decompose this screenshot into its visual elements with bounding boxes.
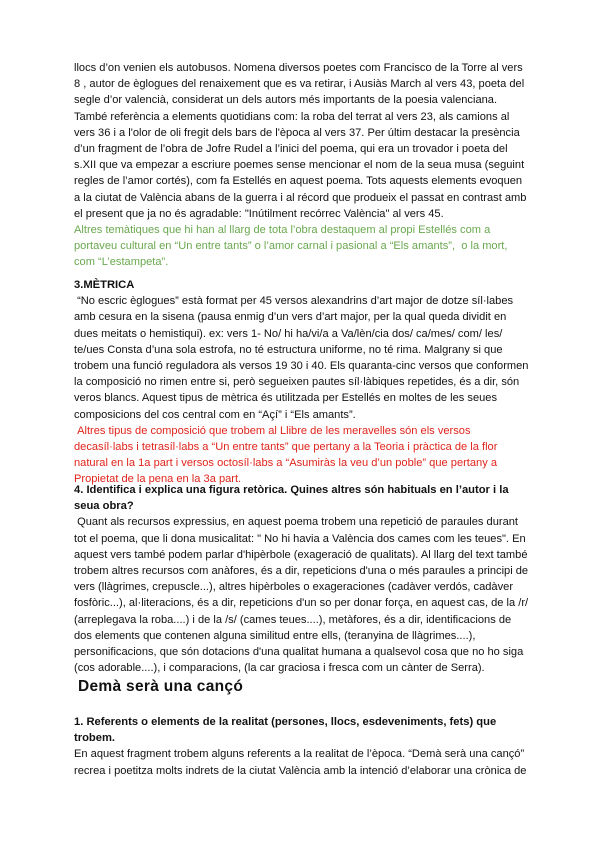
paragraph-figura: Quant als recursos expressius, en aquest poema trobem una repetició de paraules durant tot el poema, que li dona musicalitat: " No hi havia a València dos cames com les teues". En aquest vers també podem parlar d'hipèrbole (exageració de qualitats). Al llarg del text també trobem altres recursos com anàfores, és a dir, repeticions d'una o més paraules a principi de vers (llàgrimes, crepuscle...), altres hipèrboles o exageraciones (cadàver verdós, cadàver fosfòric...), al·literacions, és a dir, repeticions d'un so per donar força, en aquest cas, de la /r/ (arreplegava la roba....) i de la /s/ (cames teues....), metàfores, és a dir, identificacions de dos elements que contenen alguna similitud entre ells, (teranyina de llàgrimes....), personificacions, que són dotacions d'una qualitat humana a qualsevol cosa que no ho siga (cos adorable....), i comparacions, (la car graciosa i fresca com un cànter de Serra).: [74, 516, 532, 675]
section-metrica: [74, 277, 532, 488]
section-heading-referents: 1. Referents o elements de la realitat (persones, llocs, esdeveniments, fets) que trobem.: [74, 716, 497, 745]
paragraph-references: llocs d’on venien els autobusos. Nomena diversos poetes com Francisco de la Torre al vers 8 , autor de èglogues del renaixement que es va retirar, i Ausiàs March al vers 43, poeta del segle d’or valencià, considerat un dels autors més importants de la poesia valenciana. També referència a elements quotidians com: la roba del terrat al vers 23, als camions al vers 36 i a l'olor de oli fregit dels bars de l'època al vers 37. Per últim destacar la presència d’un fragment de l’obra de Jofre Rudel a l’inici del poema, qui era un trovador i poeta del s.XII que va empezar a escriure poemes sense mencionar el nom de la seua musa (seguint regles de l’amor cortés), com fa Estellés en aquest poema. Tots aquests elements evoquen a la ciutat de València abans de la guerra i al récord que produeix el passat en contrast amb el present que ja no és agradable: "Inútilment recórrec València" al vers 45.: [74, 62, 530, 220]
section-heading-metrica: 3.MÈTRICA: [74, 279, 135, 291]
section-heading-figura: 4. Identifica i explica una figura retòrica. Quines altres són habituals en l’autor i la seua obra?: [74, 484, 509, 513]
section-song: [74, 714, 529, 779]
paragraph-themes-note: Altres temàtiques que hi han al llarg de tota l’obra destaquem al propi Estellés com a portaveu cultural en “Un entre tants” o l’amor carnal i pasional a “Els amants”, o la mort, com “L’estampeta”.: [74, 224, 511, 269]
poem-title: Demà serà una cançó: [78, 678, 244, 695]
paragraph-metrica: “No escric èglogues” està format per 45 versos alexandrins d’art major de dotze síl·labes amb cesura en la sisena (pausa enmig d’un vers d’art major, per la qual queda dividit en dues meitats o hemistiqui). ex: vers 1- No/ hi ha/vi/a a Va/lèn/cia dos/ ca/mes/ com/ les/ te/ues Consta d’una sola estrofa, no té estructura uniforme, no té rima. Malgrany si que trobem una funció reguladora als versos 19 30 i 40. Els quaranta-cinc versos que conformen la composició no rimen entre si, però segueixen pautes síl·làbiques repetides, és a dir, són veros blancs. Aquest tipus de mètrica és utilitzada per Estellés en moltes de les seues composicions del cos central com en “Açí” i “Els amants”.: [74, 295, 532, 421]
paragraph-composition-note: Altres tipus de composició que trobem al Llibre de les meravelles són els versos decasíl·labs i tetrasíl·labs a “Un entre tants” que pertany a la Teoria i pràctica de la flor natural en la 1a part i versos octosíl·labs a “Asumiràs la veu d’un poble” que pertany a Propietat de la pena en la 3a part.: [74, 424, 501, 486]
section-intro: [74, 60, 529, 271]
paragraph-song-referents: En aquest fragment trobem alguns referents a la realitat de l’època. “Demà serà una cançó” recrea i poetitza molts indrets de la ciutat València amb la intenció d’elaborar una crònica de: [74, 748, 528, 777]
section-figura: [74, 482, 532, 676]
